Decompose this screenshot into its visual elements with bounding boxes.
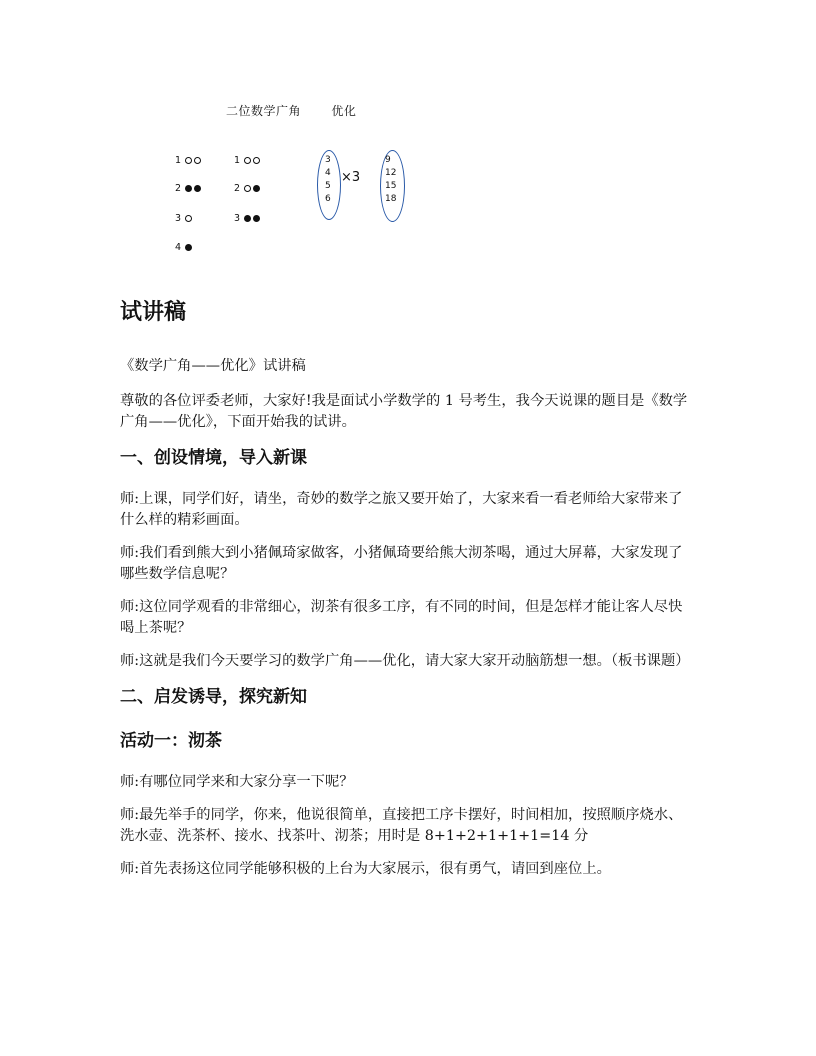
right-number: 12 <box>385 168 397 178</box>
open-dot <box>185 157 192 164</box>
filled-dot <box>194 185 201 192</box>
row-label: 4 <box>175 241 182 253</box>
filled-dot <box>244 215 251 222</box>
filled-dot <box>253 215 260 222</box>
figure-title-right: 优化 <box>331 104 357 118</box>
row-label: 3 <box>175 212 182 224</box>
open-dot <box>244 185 251 192</box>
row-label: 3 <box>234 212 241 224</box>
filled-dot <box>185 185 192 192</box>
section1-paragraph: 师:这位同学观看的非常细心，沏茶有很多工序，有不同的时间，但是怎样才能让客人尽快喝上茶呢？ <box>120 599 683 636</box>
row-label: 2 <box>234 182 241 194</box>
section1-paragraph: 师:上课，同学们好，请坐，奇妙的数学之旅又要开始了，大家来看一看老师给大家带来了什么样的精彩画面。 <box>120 491 683 528</box>
document-subtitle: 《数学广角——优化》试讲稿 <box>120 358 306 374</box>
right-number: 15 <box>385 181 397 191</box>
diagram-figure <box>0 0 816 270</box>
left-number: 6 <box>325 194 331 204</box>
document-body <box>120 296 690 892</box>
group1-row-4 <box>175 241 192 253</box>
right-number: 9 <box>385 155 391 165</box>
right-number-column <box>385 155 396 204</box>
open-dot <box>194 157 201 164</box>
section2-heading: 二、启发诱导，探究新知 <box>120 687 307 707</box>
group2-row-1 <box>234 154 260 166</box>
left-number: 4 <box>325 168 331 178</box>
figure-title-left: 二位数学广角 <box>226 104 302 118</box>
left-number: 3 <box>325 155 331 165</box>
group1-row-3 <box>175 212 192 224</box>
section2-paragraph: 师:有哪位同学来和大家分享一下呢？ <box>120 774 354 790</box>
activity-heading: 活动一：沏茶 <box>120 731 222 751</box>
left-number-column <box>325 155 331 204</box>
filled-dot <box>253 185 260 192</box>
group2-row-2 <box>234 182 260 194</box>
open-dot <box>253 157 260 164</box>
open-dot <box>244 157 251 164</box>
group1-row-2 <box>175 182 201 194</box>
filled-dot <box>185 244 192 251</box>
row-label: 1 <box>234 154 241 166</box>
figure-title <box>226 102 356 119</box>
right-number: 18 <box>385 194 397 204</box>
open-dot <box>185 215 192 222</box>
row-label: 1 <box>175 154 182 166</box>
intro-paragraph: 尊敬的各位评委老师，大家好!我是面试小学数学的 1 号考生，我今天说课的题目是《数学广角——优化》，下面开始我的试讲。 <box>120 393 688 430</box>
section2-paragraph: 师:首先表扬这位同学能够积极的上台为大家展示，很有勇气，请回到座位上。 <box>120 861 611 877</box>
row-label: 2 <box>175 182 182 194</box>
section1-paragraph: 师:这就是我们今天要学习的数学广角——优化，请大家大家开动脑筋想一想。（板书课题） <box>120 653 690 669</box>
times-sign: ×3 <box>341 170 361 185</box>
group2-row-3 <box>234 212 260 224</box>
section1-heading: 一、创设情境，导入新课 <box>120 448 307 468</box>
section1-paragraph: 师:我们看到熊大到小猪佩琦家做客，小猪佩琦要给熊大沏茶喝，通过大屏幕，大家发现了哪些数学信息呢？ <box>120 545 683 582</box>
group1-row-1 <box>175 154 201 166</box>
section2-paragraph: 师:最先举手的同学，你来，他说很简单，直接把工序卡摆好，时间相加，按照顺序烧水、洗水壶、洗茶杯、接水、找茶叶、沏茶；用时是 8+1+2+1+1+1=14 分 <box>120 807 683 844</box>
document-title: 试讲稿 <box>120 300 187 325</box>
left-number: 5 <box>325 181 331 191</box>
